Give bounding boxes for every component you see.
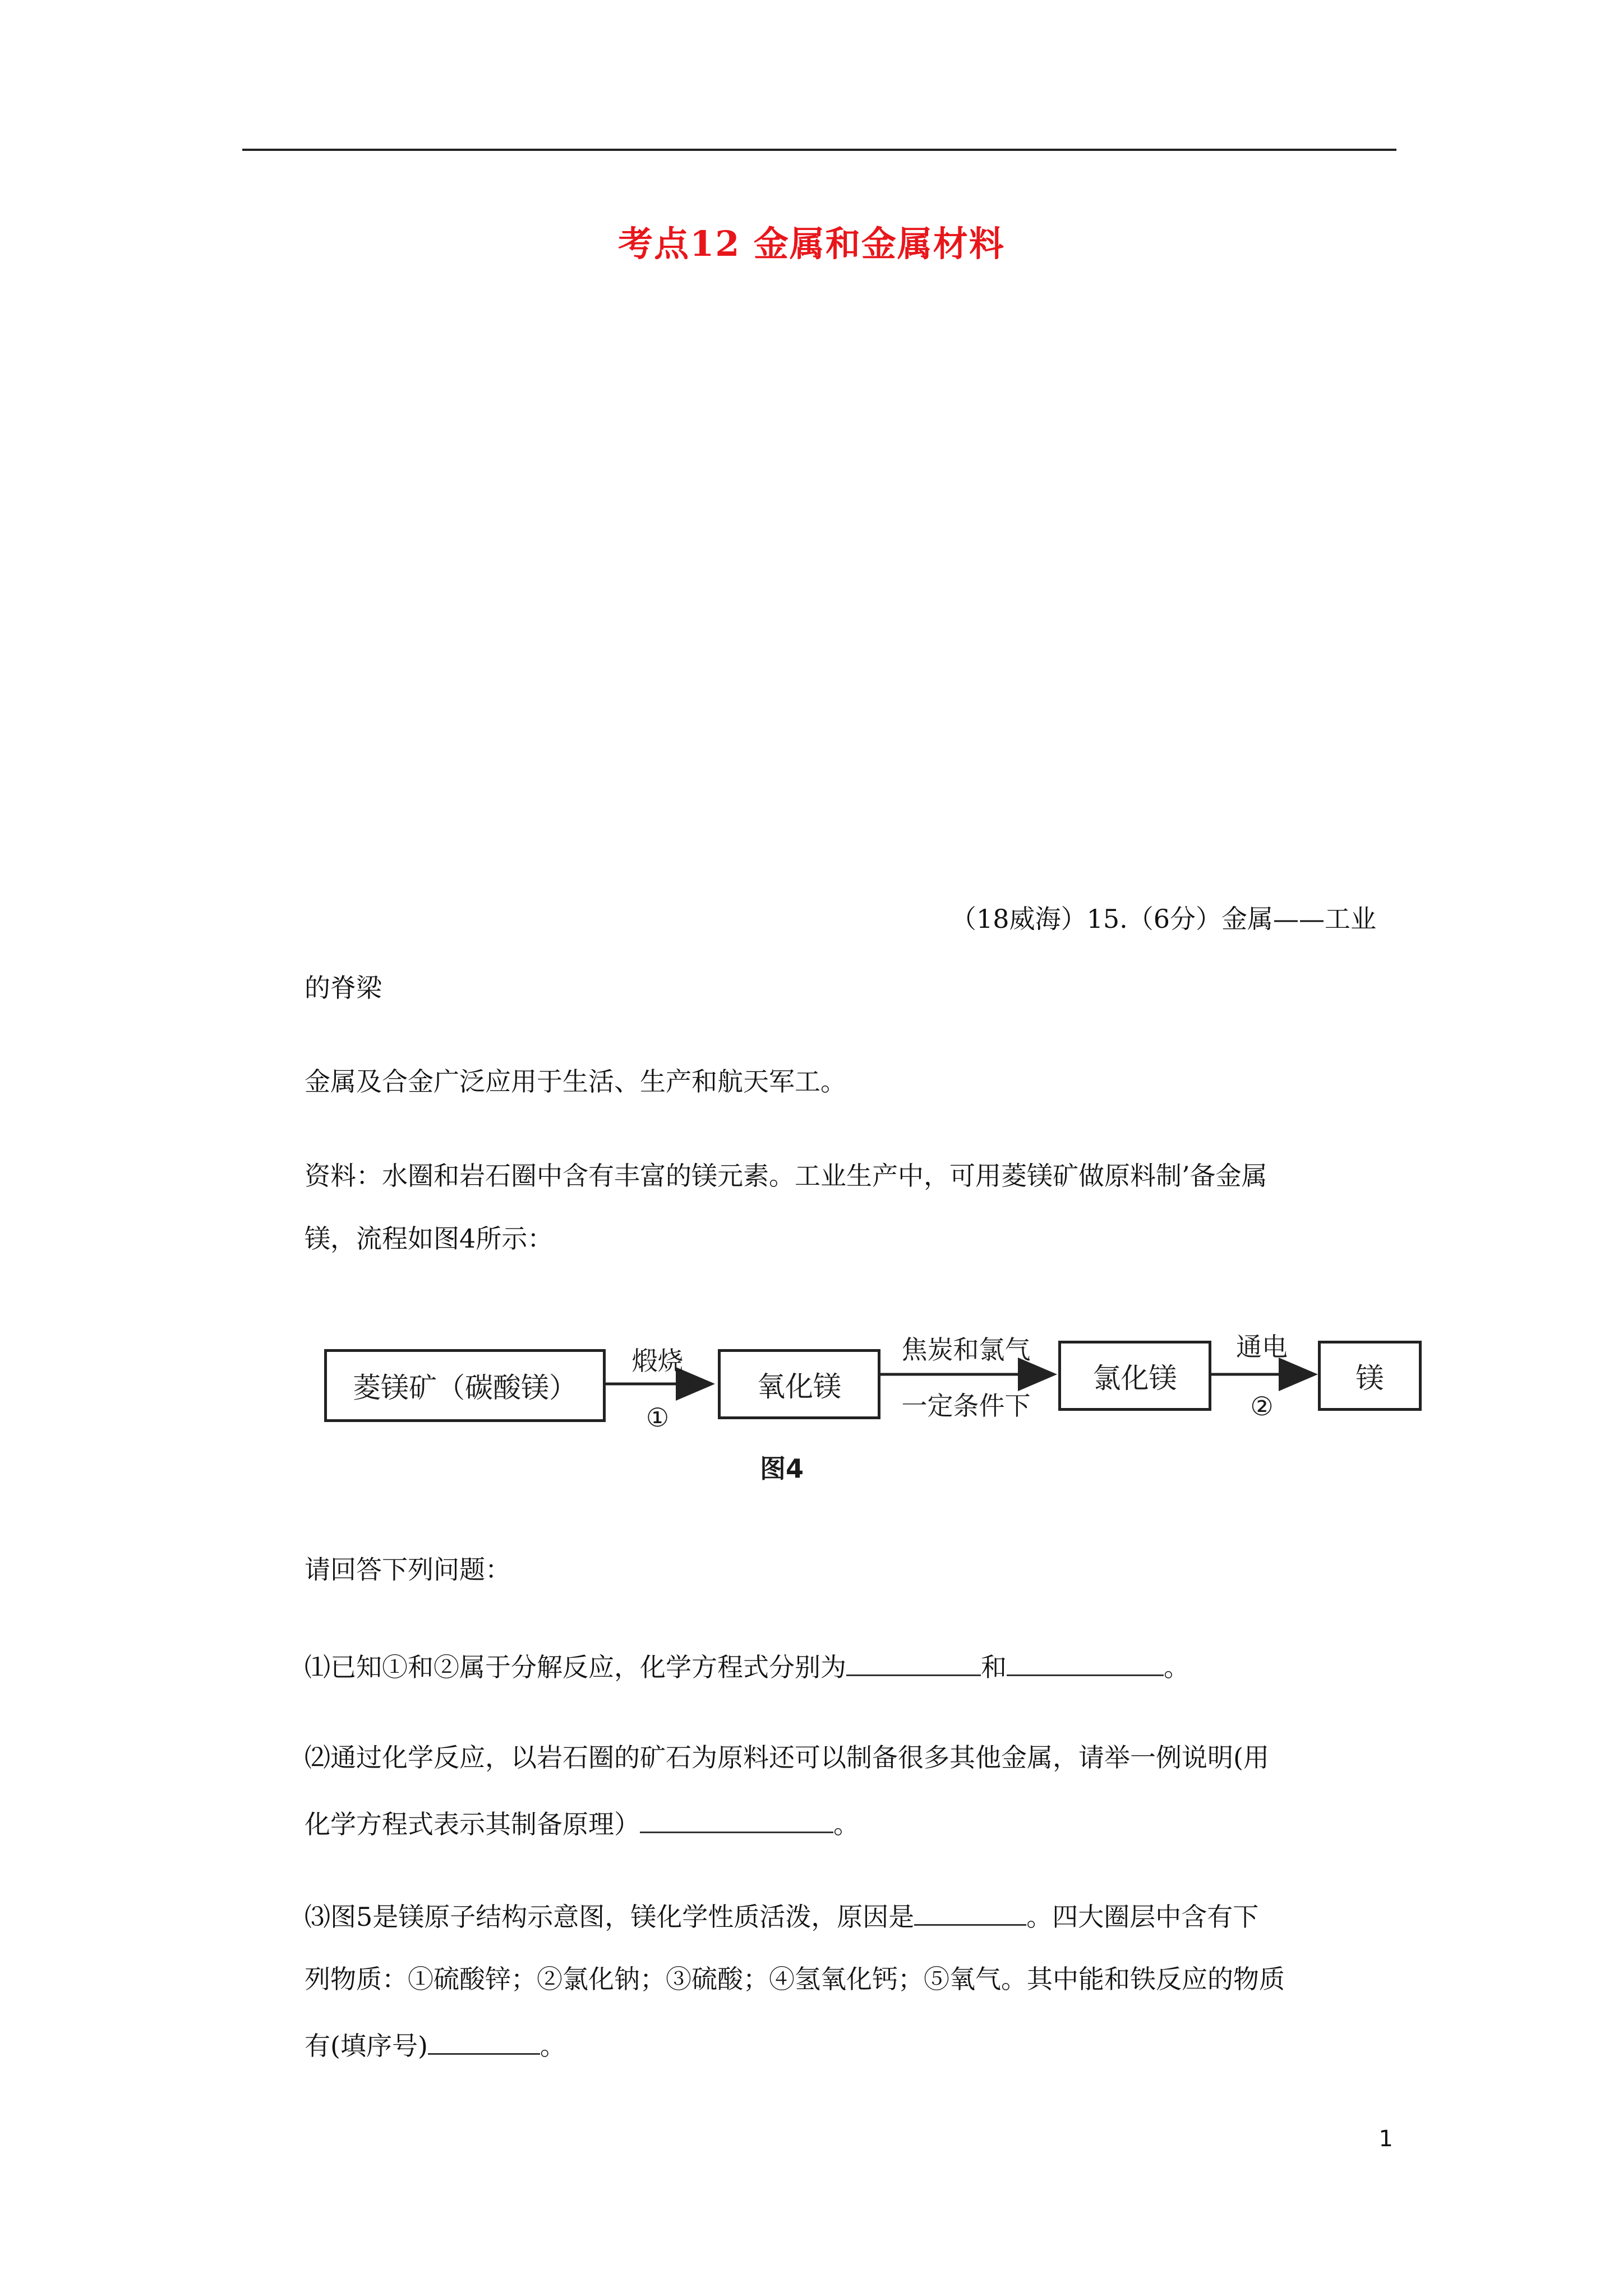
page-number: 1 xyxy=(1378,2126,1393,2152)
material-line-2: 镁，流程如图4所示： xyxy=(305,1223,554,1254)
arrow-3-bottom-label: ② xyxy=(1250,1391,1274,1421)
intro-text: 金属及合金广泛应用于生活、生产和航天军工。 xyxy=(305,1066,846,1097)
arrow-3-top-label: 通电 xyxy=(1236,1332,1288,1362)
question-3-line-3 xyxy=(305,2031,566,2059)
question-2-line-1: ⑵通过化学反应，以岩石圈的矿石为原料还可以制备很多其他金属，请举一例说明(用 xyxy=(305,1742,1269,1773)
question-2-end: 。 xyxy=(833,1809,859,1839)
question-source: （18威海）15.（6分）金属——工业 xyxy=(951,904,1376,934)
question-2-line-2 xyxy=(305,1809,859,1837)
figure-caption: 图4 xyxy=(760,1453,804,1484)
question-1-and: 和 xyxy=(981,1652,1007,1682)
question-3-text-c: 有(填序号) xyxy=(305,2031,428,2061)
box-magnesite: 菱镁矿（碳酸镁） xyxy=(324,1349,606,1422)
answer-blank-4[interactable] xyxy=(914,1902,1026,1926)
question-3-line-2: 列物质：①硫酸锌；②氯化钠；③硫酸；④氢氧化钙；⑤氧气。其中能和铁反应的物质 xyxy=(305,1964,1285,1994)
page-title: 考点12 金属和金属材料 xyxy=(618,223,1005,264)
arrow-1-top-label: 煅烧 xyxy=(631,1346,684,1376)
question-2-text: 化学方程式表示其制备原理） xyxy=(305,1809,640,1839)
question-3-line-1 xyxy=(305,1902,1258,1930)
question-1-text: ⑴已知①和②属于分解反应，化学方程式分别为 xyxy=(305,1652,846,1682)
answer-blank-2[interactable] xyxy=(1007,1652,1164,1676)
answer-blank-5[interactable] xyxy=(428,2031,540,2055)
flow-diagram xyxy=(314,1301,1424,1487)
question-3-text-b: 。四大圈层中含有下 xyxy=(1026,1902,1259,1932)
question-source-continued: 的脊梁 xyxy=(305,973,382,1003)
arrow-2-bottom-label: 一定条件下 xyxy=(901,1391,1031,1421)
question-3-text-a: ⑶图5是镁原子结构示意图，镁化学性质活泼，原因是 xyxy=(305,1902,915,1932)
answer-prompt: 请回答下列问题： xyxy=(305,1554,511,1585)
answer-blank-3[interactable] xyxy=(640,1809,833,1833)
question-1-end: 。 xyxy=(1164,1652,1189,1682)
question-3-end: 。 xyxy=(540,2031,566,2061)
box-magnesium-chloride: 氯化镁 xyxy=(1058,1341,1211,1411)
arrow-2-top-label: 焦炭和氯气 xyxy=(901,1335,1031,1365)
arrow-1-bottom-label: ① xyxy=(645,1402,670,1433)
box-magnesium-oxide: 氧化镁 xyxy=(718,1349,880,1419)
answer-blank-1[interactable] xyxy=(846,1652,981,1676)
header-rule xyxy=(242,149,1396,151)
box-magnesium: 镁 xyxy=(1318,1341,1422,1411)
question-1 xyxy=(305,1652,1189,1680)
material-line-1: 资料：水圈和岩石圈中含有丰富的镁元素。工业生产中，可用菱镁矿做原料制’备金属 xyxy=(305,1161,1267,1191)
